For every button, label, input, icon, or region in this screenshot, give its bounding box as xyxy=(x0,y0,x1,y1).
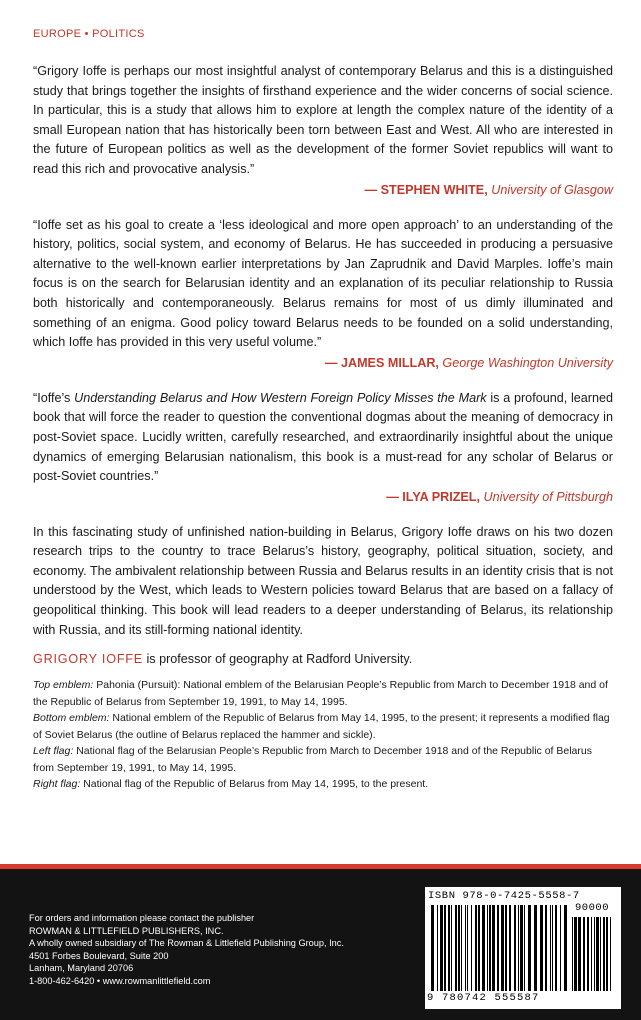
publisher-line: ROWMAN & LITTLEFIELD PUBLISHERS, INC. xyxy=(29,925,224,936)
blurb-institution: University of Glasgow xyxy=(491,182,613,197)
publisher-line: Lanham, Maryland 20706 xyxy=(29,963,134,974)
emblem-note-label: Top emblem: xyxy=(33,679,94,692)
barcode-bar xyxy=(591,917,592,991)
barcode-bar xyxy=(564,905,567,991)
blurb-attribution-millar xyxy=(33,353,613,373)
barcode-bar xyxy=(520,905,523,991)
barcode-bar xyxy=(497,905,499,991)
blurb-author: — JAMES MILLAR, xyxy=(324,355,439,370)
price-code: 90000 xyxy=(575,902,610,914)
blurb-institution: University of Pittsburgh xyxy=(483,489,613,504)
isbn-label: ISBN 978-0-7425-5558-7 xyxy=(428,890,580,902)
barcode-bar xyxy=(610,917,611,991)
barcode-bar xyxy=(574,917,577,991)
barcode-bar xyxy=(528,905,531,991)
barcode-bar xyxy=(448,905,450,991)
barcode-bar xyxy=(458,905,460,991)
publisher-info xyxy=(29,912,344,988)
barcode-bar xyxy=(444,905,446,991)
emblem-note-text: National flag of the Belarusian People’s Republic from March to December 1918 and of the Republic of Belarus from September 19, 1991, to May 14, 1995. xyxy=(33,745,592,774)
barcode-bar xyxy=(550,905,551,991)
blurb-author: — STEPHEN WHITE, xyxy=(364,182,488,197)
barcode-bar xyxy=(540,905,543,991)
barcode-bar xyxy=(492,905,495,991)
blurb-quote-white: “Grigory Ioffe is perhaps our most insightful analyst of contemporary Belarus and this is a distinguished study that brings together the insights of firsthand experience and the wider concerns of social science. In particular, this is a study that allows him to explore at length the complex nature of the identity of a small European nation that has historically been torn between East and West. All who are interested in the future of European politics as well as the development of the former Soviet republics will want to read this rich and provocative analysis.” xyxy=(33,64,613,176)
barcode-bar xyxy=(489,905,491,991)
blurb-text-start: “Ioffe’s xyxy=(33,390,75,405)
emblem-notes xyxy=(33,677,613,793)
barcode-bar xyxy=(509,905,511,991)
emblem-note-label: Bottom emblem: xyxy=(33,712,110,725)
barcode-bar xyxy=(524,905,525,991)
blurb-quote-prizel xyxy=(33,389,613,487)
barcode-bar xyxy=(555,905,557,991)
barcode-bar xyxy=(451,905,452,991)
barcode-bar xyxy=(505,905,507,991)
barcode-bar xyxy=(603,917,605,991)
barcode-bar xyxy=(437,905,438,991)
blurb-text-end: is a profound, learned book that will force the reader to question the conventional dogmas about the meaning of democracy in post-Soviet space. Lucidly written, carefully researched, and extraordinarily insightful about the unique dynamics of emerging Belarusian nationalism, this book is a must-read for any scholar of Belarus or post-Soviet countries.” xyxy=(33,390,613,484)
book-title-italic: Understanding Belarus and How Western Foreign Policy Misses the Mark xyxy=(74,390,487,405)
barcode-bar xyxy=(461,905,462,991)
blurb-author: — ILYA PRIZEL, xyxy=(386,489,480,504)
barcode-bar xyxy=(600,917,601,991)
barcode-bar xyxy=(518,905,519,991)
publisher-line: A wholly owned subsidiary of The Rowman & Littlefield Publishing Group, Inc. xyxy=(29,938,344,949)
barcode-bar xyxy=(465,905,466,991)
blurb-quote-millar: “Ioffe set as his goal to create a ‘less ideological and more open approach’ to an understanding of the history, politics, social system, and economy of Belarus. He has succeeded in producing a persuasive alternative to the well-known earlier interpretations by Jan Zaprudnik and David Marples. Ioffe’s main focus is on the search for Belarusian identity and an explanation of its peculiar relationship to Russia both historically and contemporaneously. Belarus remains for most of us dimly illuminated and something of an enigma. Good policy toward Belarus needs to be founded on a solid understanding, which Ioffe has provided in this very useful volume.” xyxy=(33,217,613,350)
publisher-line: 1-800-462-6420 • www.rowmanlittlefield.com xyxy=(29,975,211,986)
publisher-line: For orders and information please contact the publisher xyxy=(29,913,255,923)
barcode-bar xyxy=(455,905,457,991)
barcode-bar xyxy=(471,905,472,991)
barcode-bar xyxy=(572,917,573,991)
publisher-line: 4501 Forbes Boulevard, Suite 200 xyxy=(29,950,169,961)
barcode-bar xyxy=(478,905,480,991)
barcode-bar xyxy=(475,905,477,991)
flag-note-left xyxy=(33,743,613,776)
barcode-bar xyxy=(578,917,581,991)
barcode-bar xyxy=(514,905,516,991)
barcode-bar xyxy=(587,917,589,991)
author-name: GRIGORY IOFFE xyxy=(33,652,143,667)
barcode-bar xyxy=(440,905,443,991)
emblem-note-label: Right flag: xyxy=(33,778,81,791)
category-label: EUROPE • POLITICS xyxy=(33,28,145,40)
emblem-note-text: National flag of the Republic of Belarus from May 14, 1995, to the present. xyxy=(80,778,429,791)
barcode-bar xyxy=(583,917,585,991)
barcode-bar xyxy=(596,917,599,991)
emblem-note-text: National emblem of the Republic of Belarus from May 14, 1995, to the present; it represents a modified flag of Soviet Belarus (the outline of Belarus replaced the hammer and sickle). xyxy=(33,712,610,741)
barcode-bar xyxy=(552,905,553,991)
emblem-note-bottom xyxy=(33,710,613,743)
author-bio-text: is professor of geography at Radford University. xyxy=(143,652,413,667)
barcode-bar xyxy=(560,905,561,991)
barcode-bar xyxy=(467,905,468,991)
barcode-bar xyxy=(482,905,485,991)
isbn-barcode xyxy=(425,887,621,1009)
emblem-note-top xyxy=(33,677,613,710)
barcode-bar xyxy=(594,917,595,991)
blurb-institution: George Washington University xyxy=(442,355,613,370)
barcode-bar xyxy=(487,905,488,991)
barcode-bar xyxy=(501,905,504,991)
addon-barcode-bars xyxy=(572,917,616,991)
ean-barcode-bars xyxy=(431,905,569,991)
flag-note-right xyxy=(33,776,613,793)
barcode-bar xyxy=(606,917,608,991)
author-bio xyxy=(33,650,613,669)
barcode-digits: 9 780742 555587 xyxy=(427,992,540,1004)
barcode-bar xyxy=(534,905,537,991)
cover-text xyxy=(33,62,613,793)
blurb-attribution-prizel xyxy=(33,487,613,507)
publisher-footer xyxy=(0,869,641,1020)
book-summary: In this fascinating study of unfinished nation-building in Belarus, Grigory Ioffe draws on his two dozen research trips to the country to trace Belarus’s history, geography, political situation, society, and economy. The ambivalent relationship between Russia and Belarus results in an identity crisis that is not understood by the West, which leads to Western policies toward Belarus that are based on a fallacy of geopolitical thinking. This book will lead readers to a deeper understanding of Belarus, its relationship with Russia, and its still-forming national identity. xyxy=(33,524,613,637)
emblem-note-label: Left flag: xyxy=(33,745,74,758)
barcode-bar xyxy=(431,905,434,991)
emblem-note-text: Pahonia (Pursuit): National emblem of the Belarusian People’s Republic from March to December 1918 and of the Republic of Belarus from September 19, 1991, to May 14, 1995. xyxy=(33,679,608,708)
blurb-attribution-white xyxy=(33,180,613,200)
barcode-bar xyxy=(545,905,547,991)
